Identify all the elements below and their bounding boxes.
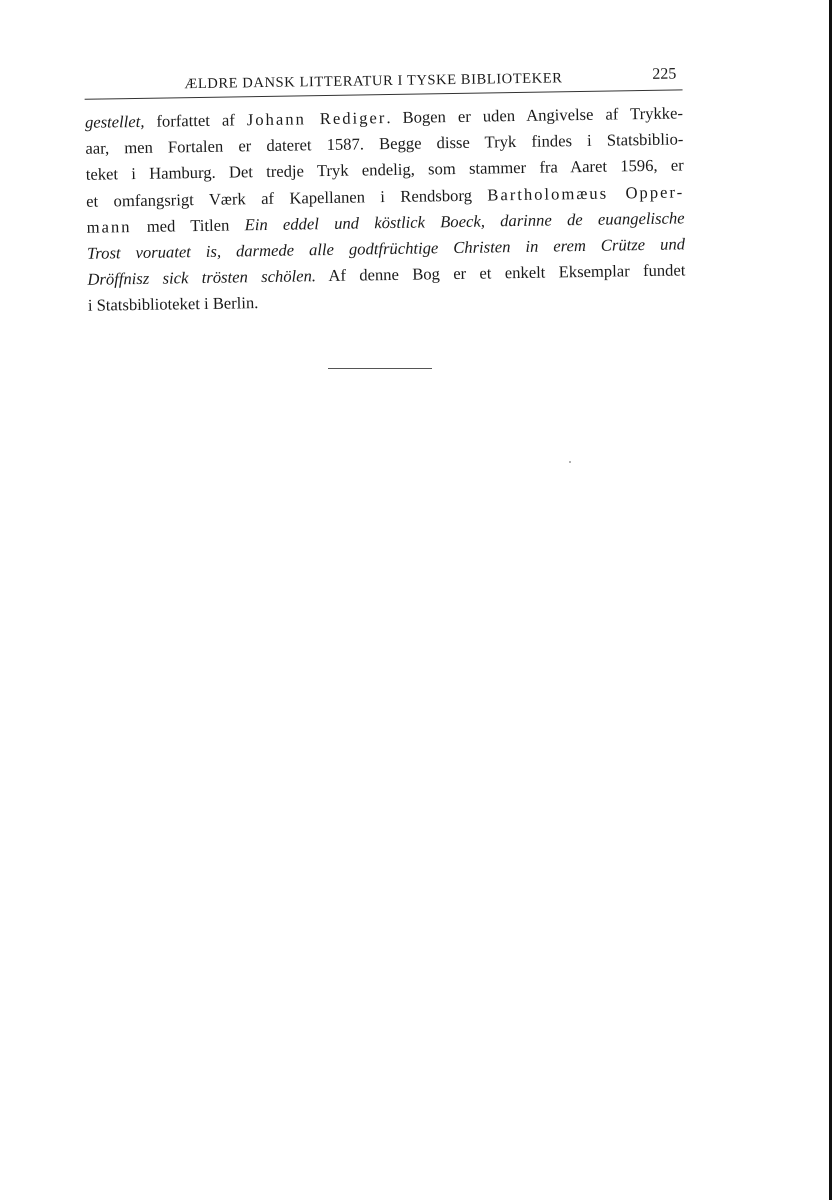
text-span: . Bogen er uden Angivelse af Trykke- [386, 103, 684, 128]
text-span: forfattet af [144, 110, 247, 131]
text-span: Trost voruatet is, darmede alle godtfrüchtige Christen in erem Crütze und [86, 234, 686, 263]
running-title: ÆLDRE DANSK LITTERATUR I TYSKE BIBLIOTEKER [184, 70, 563, 93]
text-span: et omfangsrigt Værk af Kapellanen i Rendsborg [86, 185, 488, 211]
header-rule [85, 89, 683, 99]
text-span: aar, men Fortalen er dateret 1587. Begge disse Tryk findes i Statsbiblio- [85, 129, 684, 159]
book-page [72, 50, 686, 319]
text-span: Af denne Bog er et enkelt Eksemplar fundet [315, 260, 686, 286]
text-span: teket i Hamburg. Det tredje Tryk endelig, som stammer fra Aaret 1596, er [85, 155, 684, 185]
text-span: Dröffnisz sick trösten schölen. [87, 266, 317, 290]
scan-speck [569, 461, 571, 463]
text-span: i Statsbiblioteket i Berlin. [87, 293, 259, 316]
text-span: gestellet, [84, 111, 145, 132]
text-span: Ein eddel und köstlick Boeck, darinne de euangelische [244, 208, 685, 235]
text-span: Johann Rediger [246, 108, 387, 130]
text-span: med Titlen [131, 215, 245, 236]
text-span: mann [86, 216, 132, 237]
text-span: Bartholomæus Opper- [487, 182, 685, 205]
running-head [72, 50, 682, 94]
body-paragraph [85, 100, 686, 319]
page-number: 225 [652, 65, 677, 83]
section-end-rule [328, 368, 432, 369]
